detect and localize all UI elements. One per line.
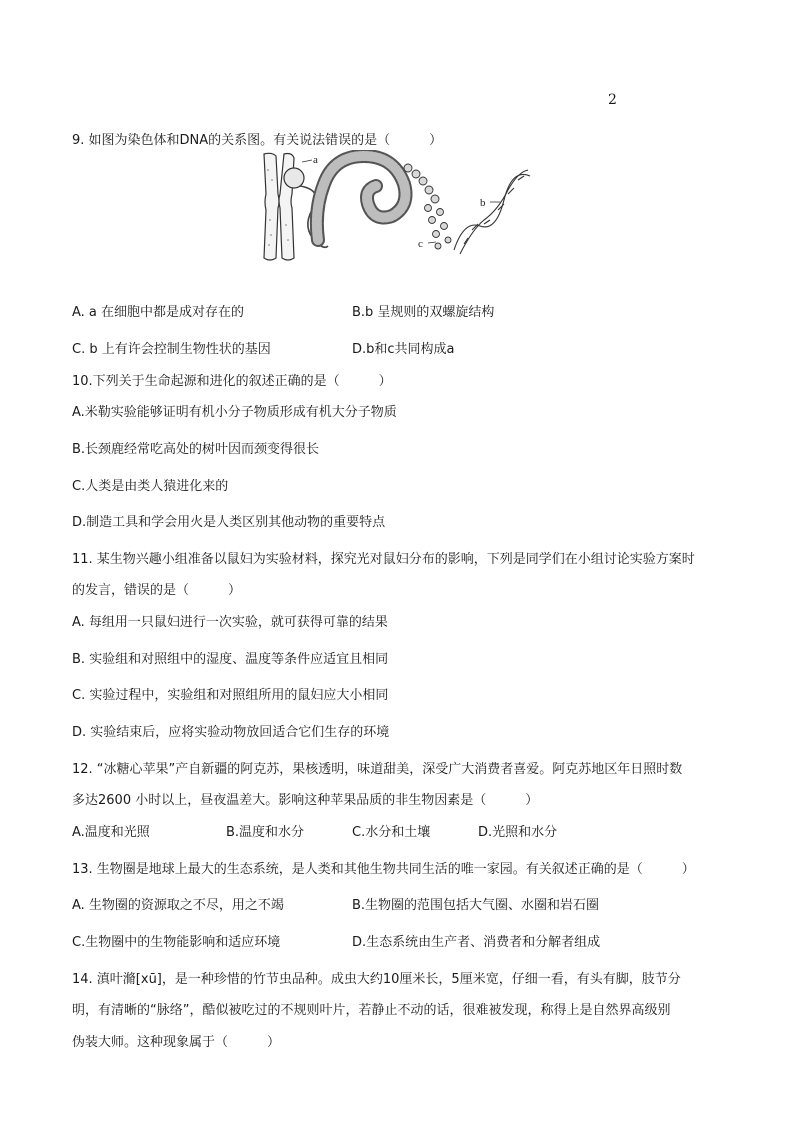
q14-stem-line2: 明，有清晰的“脉络”，酷似被吃过的不规则叶片，若静止不动的话，很难被发现，称得上是自然界高级别 bbox=[72, 1003, 671, 1018]
q10-stem: 10.下列关于生命起源和进化的叙述正确的是（ ） bbox=[72, 374, 392, 389]
q12-stem-line1: 12. “冰糖心苹果”产自新疆的阿克苏，果核透明，味道甜美，深受广大消费者喜爱。阿克苏地区年日照时数 bbox=[72, 762, 683, 777]
q11-option-c: C. 实验过程中，实验组和对照组所用的鼠妇应大小相同 bbox=[72, 688, 389, 703]
nucleosome-chain-icon bbox=[404, 164, 451, 249]
label-a: a bbox=[313, 154, 318, 166]
q11-option-b: B. 实验组和对照组中的湿度、温度等条件应适宜且相同 bbox=[72, 652, 389, 667]
label-b: b bbox=[480, 197, 486, 209]
q12-option-d: D.光照和水分 bbox=[478, 825, 558, 840]
q9-option-d: D.b和c共同构成a bbox=[352, 342, 455, 357]
q10-option-d: D.制造工具和学会用火是人类区别其他动物的重要特点 bbox=[72, 515, 386, 530]
chromosome-dna-figure bbox=[258, 150, 538, 266]
q10-option-a: A.米勒实验能够证明有机小分子物质形成有机大分子物质 bbox=[72, 405, 397, 420]
chromatin-coil-icon bbox=[317, 156, 406, 240]
q13-stem: 13. 生物圈是地球上最大的生态系统，是人类和其他生物共同生活的唯一家园。有关叙述正确的是（ ） bbox=[72, 862, 695, 877]
q13-option-b: B.生物圈的范围包括大气圈、水圈和岩石圈 bbox=[352, 898, 600, 913]
q13-option-a: A. 生物圈的资源取之不尽，用之不竭 bbox=[72, 898, 284, 913]
q10-option-c: C.人类是由类人猿进化来的 bbox=[72, 479, 229, 494]
q12-option-a: A.温度和光照 bbox=[72, 825, 150, 840]
dna-helix-icon bbox=[454, 170, 530, 254]
q12-option-c: C.水分和土壤 bbox=[352, 825, 431, 840]
q11-stem-line1: 11. 某生物兴趣小组准备以鼠妇为实验材料，探究光对鼠妇分布的影响，下列是同学们在小组讨论实验方案时 bbox=[72, 552, 695, 567]
q11-stem-line2: 的发言，错误的是（ ） bbox=[72, 583, 242, 598]
q12-stem-line2: 多达2600 小时以上，昼夜温差大。影响这种苹果品质的非生物因素是（ ） bbox=[72, 793, 539, 808]
q13-option-d: D.生态系统由生产者、消费者和分解者组成 bbox=[352, 935, 601, 950]
q9-option-b: B.b 呈规则的双螺旋结构 bbox=[352, 305, 495, 320]
q11-option-d: D. 实验结束后，应将实验动物放回适合它们生存的环境 bbox=[72, 725, 390, 740]
q14-stem-line3: 伪装大师。这种现象属于（ ） bbox=[72, 1035, 281, 1050]
q11-option-a: A. 每组用一只鼠妇进行一次实验，就可获得可靠的结果 bbox=[72, 615, 388, 630]
q9-option-c: C. b 上有许会控制生物性状的基因 bbox=[72, 342, 271, 357]
label-c: c bbox=[418, 238, 423, 250]
q9-option-a: A. a 在细胞中都是成对存在的 bbox=[72, 305, 245, 320]
q14-stem-line1: 14. 滇叶滫[xū]，是一种珍惜的竹节虫品种。成虫大约10厘米长，5厘米宽，仔细一看，有头有脚，肢节分 bbox=[72, 972, 681, 987]
q9-stem: 9. 如图为染色体和DNA的关系图。有关说法错误的是（ ） bbox=[72, 133, 443, 148]
q13-option-c: C.生物圈中的生物能影响和适应环境 bbox=[72, 935, 281, 950]
q12-option-b: B.温度和水分 bbox=[226, 825, 305, 840]
page-number: 2 bbox=[608, 92, 617, 108]
q10-option-b: B.长颈鹿经常吃高处的树叶因而颈变得很长 bbox=[72, 442, 320, 457]
